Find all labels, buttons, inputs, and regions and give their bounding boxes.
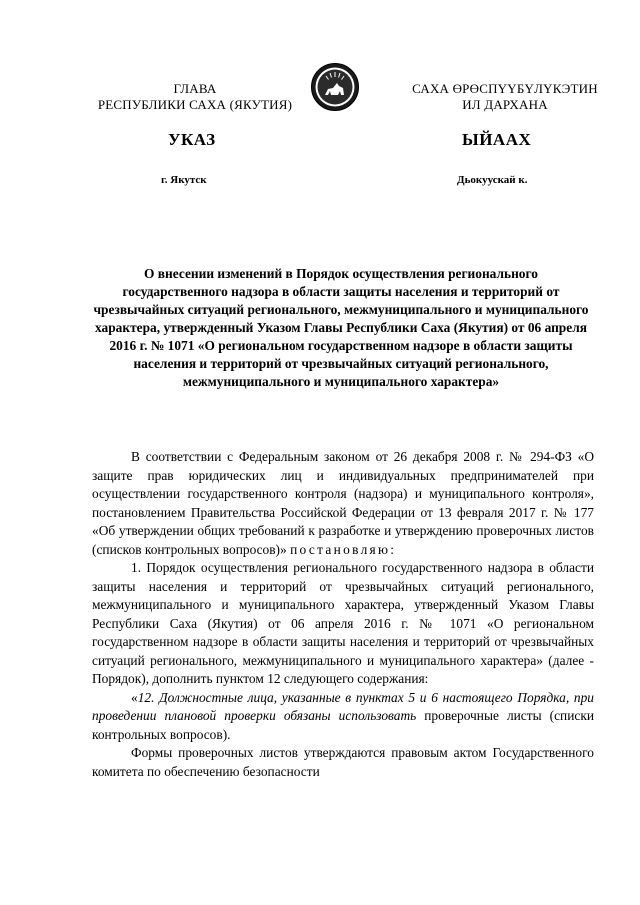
preamble-text: В соответствии с Федеральным законом от 26 декабря 2008 г. № 294-ФЗ «О защите прав юридических лиц и индивидуальных предпринимателей при осуществлении государственного контроля (надзора) и муниципального контроля», постановлением Правительства Российской Федерации от 13 февраля 2017 г. № 177 «Об утверждении общих требований к разработке и утверждению проверочных листов (списков контрольных вопросов)» <box>92 449 594 557</box>
paragraph-item-12 <box>92 689 594 745</box>
coat-of-arms-emblem <box>310 62 360 112</box>
header-right-title: САХА ӨРӨСПҮҮБҮЛҮКЭТИН <box>412 81 598 96</box>
header-left-title: ГЛАВА <box>173 81 217 96</box>
header-right <box>390 81 620 113</box>
city-ru: г. Якутск <box>161 174 207 186</box>
paragraph-forms: Формы проверочных листов утверждаются правовым актом Государственного комитета по обеспечению безопасности <box>92 745 594 779</box>
header-left-subtitle: РЕСПУБЛИКИ САХА (ЯКУТИЯ) <box>97 97 293 112</box>
item-12-rest: проверочные листы (списки контрольных вопросов). <box>92 708 594 742</box>
header-right-subtitle: ИЛ ДАРХАНА <box>462 97 548 112</box>
quote-open: « <box>131 689 138 705</box>
decree-word: постановляю: <box>290 541 397 557</box>
decree-label-sah: ЫЙААХ <box>462 130 532 149</box>
paragraph-preamble <box>92 448 594 559</box>
header-left <box>70 81 320 113</box>
document-body <box>92 448 594 781</box>
document-title: О внесении изменений в Порядок осуществления регионального государственного надзора в области защиты населения и территорий от чрезвычайных ситуаций регионального, межмуниципального и муниципального характера, утвержденный Указом Главы Республики Саха (Якутия) от 06 апреля 2016 г. № 1071 «О региональном государственном надзоре в области защиты населения и территорий от чрезвычайных ситуаций регионального, межмуниципального и муниципального характера» <box>93 266 589 389</box>
item-12-italic: 12. Должностные лица, указанные в пунктах 5 и 6 настоящего Порядка, при проведении плановой проверки обязаны использовать <box>92 689 594 723</box>
decree-label-ru: УКАЗ <box>168 130 216 149</box>
city-sah: Дьокуускай к. <box>457 174 528 186</box>
paragraph-item-1: 1. Порядок осуществления регионального государственного надзора в области защиты населения и территорий от чрезвычайных ситуаций регионального, межмуниципального и муниципального характера, утвержденный Указом Главы Республики Саха (Якутия) от 06 апреля 2016 г. № 1071 «О региональном государственном надзоре в области защиты населения и территорий от чрезвычайных ситуаций регионального, межмуниципального и муниципального характера» (далее - Порядок), дополнить пунктом 12 следующего содержания: <box>92 560 594 686</box>
